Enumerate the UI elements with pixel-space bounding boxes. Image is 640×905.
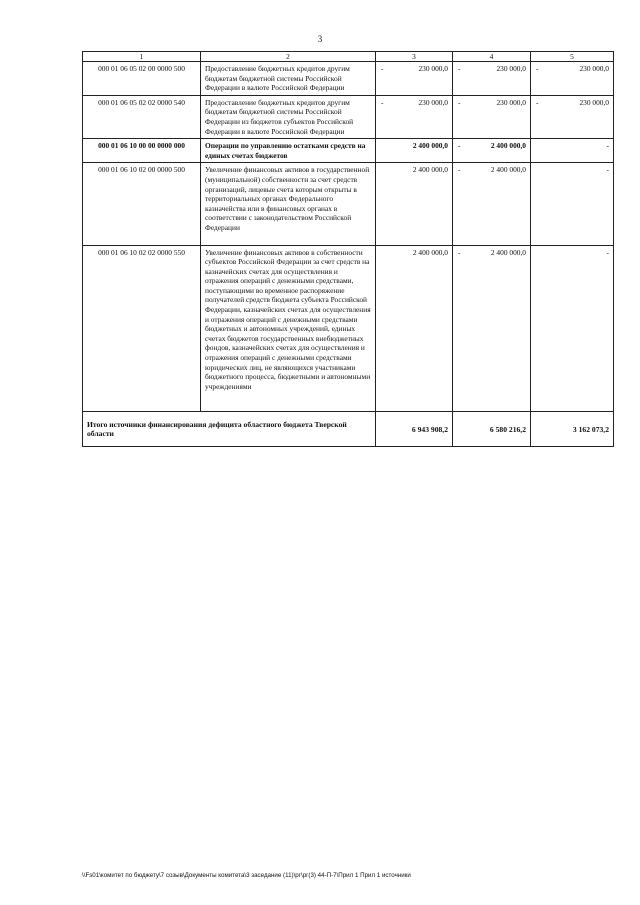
table-row bbox=[83, 62, 614, 96]
dash-mark: - bbox=[381, 64, 384, 73]
row-value-col4 bbox=[453, 62, 531, 96]
amount: 6 580 216,2 bbox=[489, 424, 526, 434]
row-value-col4 bbox=[453, 163, 531, 245]
amount: 2 400 000,0 bbox=[490, 141, 526, 151]
dash-mark: - bbox=[381, 97, 384, 107]
dash-mark: - bbox=[458, 97, 461, 107]
page-number: 3 bbox=[317, 34, 323, 44]
row-value-col5 bbox=[531, 62, 614, 96]
amount: 2 400 000,0 bbox=[490, 247, 526, 257]
row-code: 000 01 06 10 02 02 0000 550 bbox=[83, 245, 201, 412]
row-value-col4 bbox=[453, 245, 531, 412]
total-value-col4 bbox=[453, 412, 531, 447]
table-row bbox=[83, 95, 614, 138]
financing-sources-table bbox=[82, 51, 614, 447]
amount: 230 000,0 bbox=[418, 64, 448, 73]
row-name: Операции по управлению остатками средств на единых счетах бюджетов bbox=[201, 139, 376, 163]
dash-mark: - bbox=[458, 165, 461, 175]
amount: 2 400 000,0 bbox=[490, 165, 526, 175]
amount: - bbox=[606, 165, 609, 175]
table-row bbox=[83, 139, 614, 163]
amount: 230 000,0 bbox=[418, 97, 448, 107]
amount: 230 000,0 bbox=[579, 97, 609, 107]
row-value-col4 bbox=[453, 95, 531, 138]
amount: 230 000,0 bbox=[496, 97, 526, 107]
amount: 230 000,0 bbox=[496, 64, 526, 73]
dash-mark: - bbox=[536, 64, 539, 73]
dash-mark: - bbox=[458, 247, 461, 257]
row-value-col3 bbox=[376, 139, 453, 163]
row-value-col3 bbox=[376, 245, 453, 412]
amount: - bbox=[606, 247, 609, 257]
dash-mark: - bbox=[536, 97, 539, 107]
header-col-5: 5 bbox=[531, 52, 614, 62]
total-value-col3 bbox=[376, 412, 453, 447]
header-col-2: 2 bbox=[201, 52, 376, 62]
amount: 6 943 908,2 bbox=[411, 424, 448, 434]
row-value-col3 bbox=[376, 62, 453, 96]
amount: 2 400 000,0 bbox=[412, 247, 448, 257]
row-value-col3 bbox=[376, 95, 453, 138]
header-col-1: 1 bbox=[83, 52, 201, 62]
header-col-3: 3 bbox=[376, 52, 453, 62]
table-row bbox=[83, 245, 614, 412]
row-value-col5 bbox=[531, 163, 614, 245]
row-code: 000 01 06 10 00 00 0000 000 bbox=[83, 139, 201, 163]
row-value-col3 bbox=[376, 163, 453, 245]
dash-mark: - bbox=[458, 64, 461, 73]
footer-file-path: \\Fs01\комитет по бюджету\7 созыв\Документы комитета\3 заседание (11)\рг\рг(3) 44-П-7\Прил 1 Прил 1 источники bbox=[82, 872, 411, 879]
table-header-row bbox=[83, 52, 614, 62]
dash-mark: - bbox=[458, 141, 461, 151]
total-value-col5 bbox=[531, 412, 614, 447]
header-col-4: 4 bbox=[453, 52, 531, 62]
row-name: Увеличение финансовых активов в государственной (муниципальной) собственности за счет средств организаций, лицевые счета которым открыты в территориальных органах Федерального казначейства или в финансовых органах в соответствии с законодательством Российской Федерации bbox=[201, 163, 376, 245]
row-code: 000 01 06 10 02 00 0000 500 bbox=[83, 163, 201, 245]
row-value-col5 bbox=[531, 245, 614, 412]
amount: 2 400 000,0 bbox=[412, 165, 448, 175]
table-row bbox=[83, 163, 614, 245]
row-code: 000 01 06 05 02 02 0000 540 bbox=[83, 95, 201, 138]
amount: 3 162 073,2 bbox=[572, 424, 609, 434]
total-row bbox=[83, 412, 614, 447]
row-name: Предоставление бюджетных кредитов другим бюджетам бюджетной системы Российской Федерации из бюджетов субъектов Российской Федерации в валюте Российской Федерации bbox=[201, 95, 376, 138]
row-name: Увеличение финансовых активов в собственности субъектов Российской Федерации за счет средств на казначейских счетах для осуществления и отражения операций с денежными средствами, поступающими во временное распоряжение получателей средств бюджета субъекта Российской Федерации, казначейских счетах для осуществления и отражения операций с денежными средствами бюджетных и автономных учреждений, единых счетах бюджетов государственных внебюджетных фондов, казначейских счетах для осуществления и отражения операций с денежными средствами юридических лиц, не являющихся участниками бюджетного процесса, бюджетными и автономными учреждениями bbox=[201, 245, 376, 412]
row-value-col4 bbox=[453, 139, 531, 163]
amount: 230 000,0 bbox=[579, 64, 609, 73]
total-label: Итого источники финансирования дефицита областного бюджета Тверской области bbox=[83, 412, 376, 447]
amount: - bbox=[606, 141, 609, 151]
row-value-col5 bbox=[531, 95, 614, 138]
row-name: Предоставление бюджетных кредитов другим бюджетам бюджетной системы Российской Федерации в валюте Российской Федерации bbox=[201, 62, 376, 96]
amount: 2 400 000,0 bbox=[412, 141, 448, 151]
row-code: 000 01 06 05 02 00 0000 500 bbox=[83, 62, 201, 96]
row-value-col5 bbox=[531, 139, 614, 163]
